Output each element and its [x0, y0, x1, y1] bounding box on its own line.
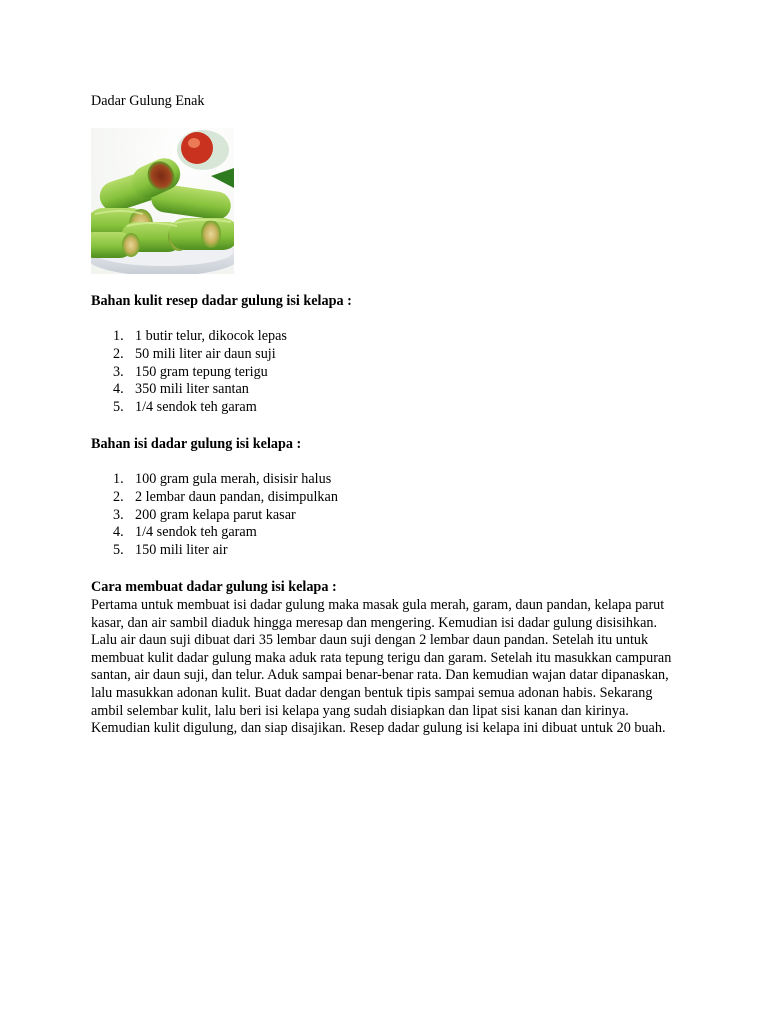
ingredient-list-isi: [91, 471, 338, 560]
dadar-gulung-photo: [91, 128, 234, 274]
list-item: 2. 2 lembar daun pandan, disimpulkan: [113, 488, 338, 505]
ingredient-list-kulit: [91, 328, 287, 417]
section-heading-cara: Cara membuat dadar gulung isi kelapa :: [91, 579, 337, 595]
list-item: 5. 150 mili liter air: [113, 542, 228, 559]
list-item: 2. 50 mili liter air daun suji: [113, 345, 276, 362]
section-heading-isi: Bahan isi dadar gulung isi kelapa :: [91, 436, 302, 452]
list-item: 3. 150 gram tepung terigu: [113, 363, 268, 380]
list-item: 1. 100 gram gula merah, disisir halus: [113, 471, 332, 487]
list-item: 5. 1/4 sendok teh garam: [113, 399, 257, 416]
document-title: Dadar Gulung Enak: [91, 93, 205, 109]
method-paragraph: Pertama untuk membuat isi dadar gulung maka masak gula merah, garam, daun pandan, kelapa parut kasar, dan air sambil diaduk hingga meresap dan mengering. Kemudian isi dadar gulung disisihkan. Lalu air daun suji dibuat dari 35 lembar daun suji dengan 2 lembar daun pandan. Setelah itu untuk membuat kulit dadar gulung maka aduk rata tepung terigu dan garam. Setelah itu masukkan campuran santan, air daun suji, dan telur. Aduk sampai benar-benar rata. Dan kemudian wajan datar dipanaskan, lalu masukkan adonan kulit. Buat dadar dengan bentuk tipis sampai semua adonan habis. Sekarang ambil selembar kulit, lalu beri isi kelapa yang sudah disiapkan dan lipat sisi kanan dan kirinya. Kemudian kulit digulung, dan siap disajikan. Resep dadar gulung isi kelapa ini dibuat untuk 20 buah.: [91, 597, 672, 737]
section-heading-kulit: Bahan kulit resep dadar gulung isi kelapa :: [91, 293, 352, 309]
list-item: 1. 1 butir telur, dikocok lepas: [113, 328, 287, 344]
list-item: 4. 1/4 sendok teh garam: [113, 524, 257, 541]
list-item: 4. 350 mili liter santan: [113, 381, 249, 398]
list-item: 3. 200 gram kelapa parut kasar: [113, 506, 296, 523]
